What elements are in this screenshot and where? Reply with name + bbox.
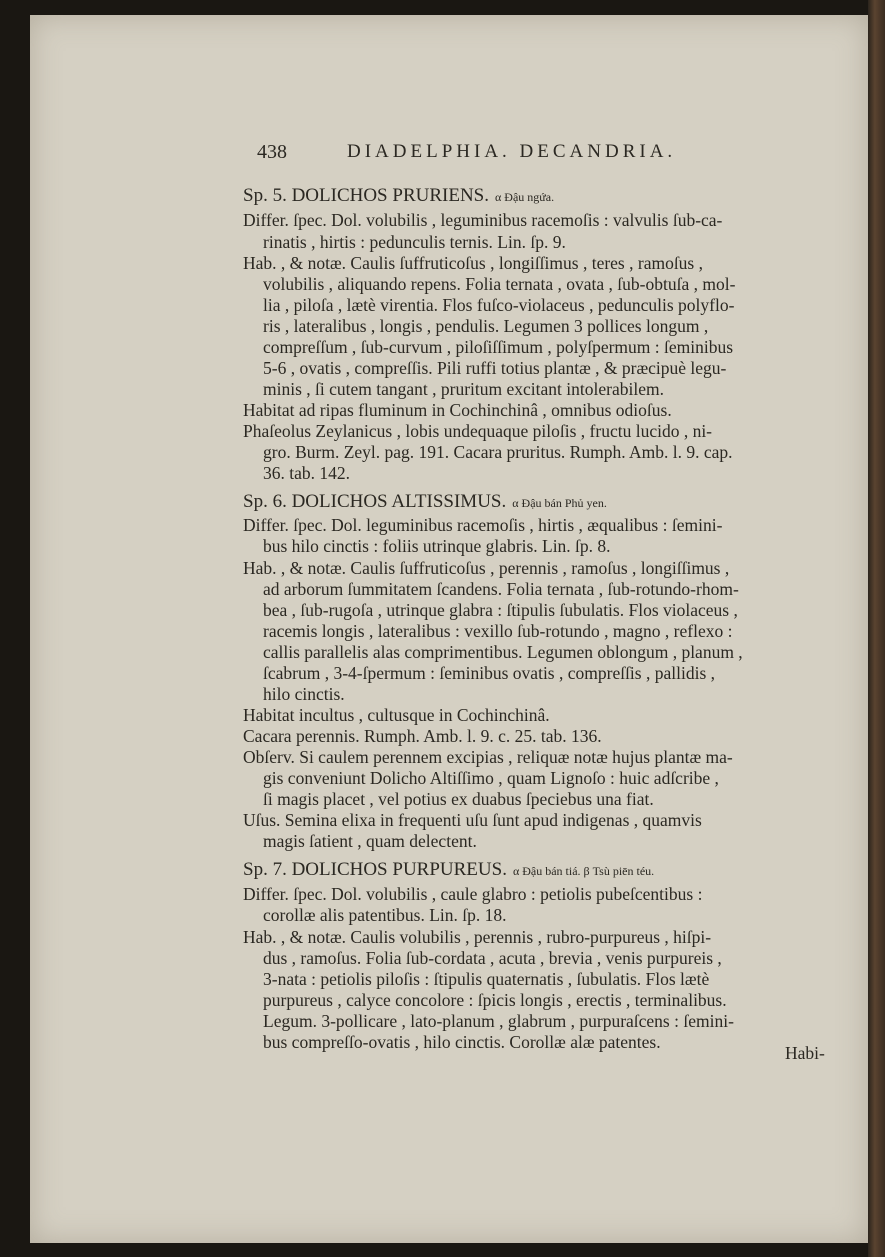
text-line: hilo cinctis.	[263, 684, 345, 704]
text-line: Differ. ſpec. Dol. volubilis , caule glabro : petiolis pubeſcentibus :	[243, 884, 703, 904]
text-line: bea , ſub-rugoſa , utrinque glabra : ſtipulis ſubulatis. Flos violaceus ,	[263, 600, 738, 620]
text-line: Obſerv. Si caulem perennem excipias , reliquæ notæ hujus plantæ ma-	[243, 747, 733, 767]
text-line: Uſus. Semina elixa in frequenti uſu ſunt apud indigenas , quamvis	[243, 810, 702, 830]
text-line: compreſſum , ſub-curvum , piloſiſſimum , polyſpermum : ſeminibus	[263, 337, 734, 357]
text-line: bus compreſſo-ovatis , hilo cinctis. Corollæ alæ patentes.	[263, 1032, 661, 1052]
text-line: Cacara perennis. Rumph. Amb. l. 9. c. 25. tab. 136.	[243, 726, 602, 746]
text-line: corollæ alis patentibus. Lin. ſp. 18.	[263, 905, 507, 925]
text-line: Habitat incultus , cultusque in Cochinchinâ.	[243, 705, 550, 725]
running-head: DIADELPHIA. DECANDRIA.	[347, 141, 677, 162]
text-line: magis ſatient , quam delectent.	[263, 831, 477, 851]
text-line: ſcabrum , 3-4-ſpermum : ſeminibus ovatis , compreſſis , pallidis ,	[263, 663, 716, 683]
text-line: Habitat ad ripas fluminum in Cochinchinâ , omnibus odioſus.	[243, 400, 672, 420]
text-line: Legum. 3-pollicare , lato-planum , glabrum , purpuraſcens : ſemini-	[263, 1011, 734, 1031]
text-line: ris , lateralibus , longis , pendulis. Legumen 3 pollices longum ,	[263, 316, 709, 336]
vernacular-name: α Đậu bán tiá. β Tsù piēn téu.	[512, 864, 655, 878]
text-line: Hab. , & notæ. Caulis ſuffruticoſus , perennis , ramoſus , longiſſimus ,	[243, 558, 730, 578]
text-line: Differ. ſpec. Dol. volubilis , leguminibus racemoſis : valvulis ſub-ca-	[243, 210, 723, 230]
species-heading: Sp. 7. DOLICHOS PURPUREUS. α Đậu bán tiá. β Tsù piēn téu.	[243, 859, 655, 880]
text-line: lia , piloſa , lætè virentia. Flos fuſco-violaceus , pedunculis polyflo-	[263, 295, 735, 315]
text-line: ſi magis placet , vel potius ex duabus ſpeciebus una fiat.	[263, 789, 654, 809]
species-heading: Sp. 5. DOLICHOS PRURIENS. α Đậu ngứa.	[243, 185, 555, 206]
vernacular-name: α Đậu ngứa.	[494, 190, 555, 204]
text-line: volubilis , aliquando repens. Folia ternata , ovata , ſub-obtuſa , mol-	[263, 274, 736, 294]
text-line: gro. Burm. Zeyl. pag. 191. Cacara pruritus. Rumph. Amb. l. 9. cap.	[263, 442, 733, 462]
text-line: callis parallelis alas comprimentibus. Legumen oblongum , planum ,	[263, 642, 743, 662]
page-number: 438	[257, 141, 287, 163]
text-line: rinatis , hirtis : pedunculis ternis. Lin. ſp. 9.	[263, 232, 566, 252]
text-line: 3-nata : petiolis piloſis : ſtipulis quaternatis , ſubulatis. Flos lætè	[263, 969, 710, 989]
text-line: gis conveniunt Dolicho Altiſſimo , quam Lignoſo : huic adſcribe ,	[263, 768, 719, 788]
text-line: bus hilo cinctis : foliis utrinque glabris. Lin. ſp. 8.	[263, 536, 611, 556]
species-heading: Sp. 6. DOLICHOS ALTISSIMUS. α Đậu bán Phủ yen.	[243, 491, 607, 512]
text-line: Hab. , & notæ. Caulis volubilis , perennis , rubro-purpureus , hiſpi-	[243, 927, 712, 947]
text-line: 5-6 , ovatis , compreſſis. Pili ruffi totius plantæ , & præcipuè legu-	[263, 358, 727, 378]
text-line: minis , ſi cutem tangant , pruritum excitant intolerabilem.	[263, 379, 664, 399]
text-line: Differ. ſpec. Dol. leguminibus racemoſis , hirtis , æqualibus : ſemini-	[243, 515, 723, 535]
text-line: ad arborum ſummitatem ſcandens. Folia ternata , ſub-rotundo-rhom-	[263, 579, 739, 599]
text-line: Phaſeolus Zeylanicus , lobis undequaque piloſis , fructu lucido , ni-	[243, 421, 713, 441]
text-line: dus , ramoſus. Folia ſub-cordata , acuta , brevia , venis purpureis ,	[263, 948, 722, 968]
text-line: 36. tab. 142.	[263, 463, 351, 483]
text-line: purpureus , calyce concolore : ſpicis longis , erectis , terminalibus.	[263, 990, 727, 1010]
vernacular-name: α Đậu bán Phủ yen.	[512, 496, 607, 510]
catchword: Habi-	[785, 1043, 825, 1063]
text-line: racemis longis , lateralibus : vexillo ſub-rotundo , magno , reflexo :	[263, 621, 733, 641]
text-line: Hab. , & notæ. Caulis ſuffruticoſus , longiſſimus , teres , ramoſus ,	[243, 253, 703, 273]
